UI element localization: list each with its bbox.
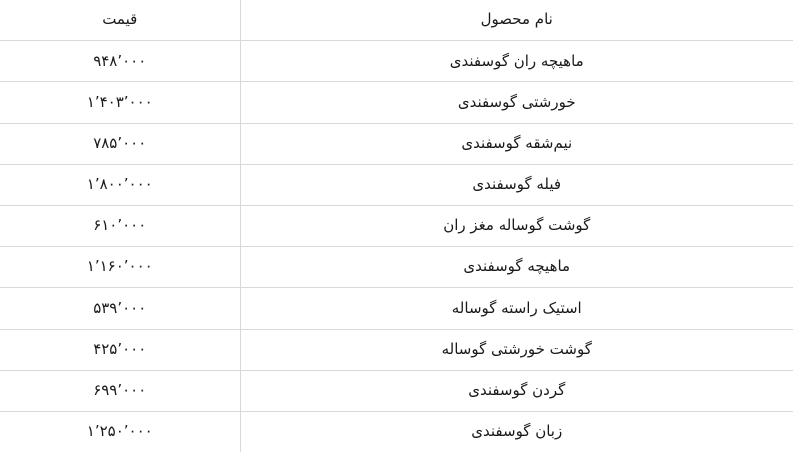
product-name-cell: استیک راسته گوساله	[240, 288, 793, 329]
product-price-cell: ۶۱۰٬۰۰۰	[0, 205, 240, 246]
table-row	[0, 82, 793, 123]
product-name-cell: زبان گوسفندی	[240, 411, 793, 452]
product-name-cell: گوشت خورشتی گوساله	[240, 329, 793, 370]
table-row	[0, 164, 793, 205]
product-price-cell: ۱٬۲۵۰٬۰۰۰	[0, 411, 240, 452]
product-price-cell: ۷۸۵٬۰۰۰	[0, 123, 240, 164]
table-row	[0, 247, 793, 288]
table-row	[0, 411, 793, 452]
column-header-price: قیمت	[0, 0, 240, 41]
product-name-cell: ماهیچه گوسفندی	[240, 247, 793, 288]
column-header-product-name: نام محصول	[240, 0, 793, 41]
table-row	[0, 329, 793, 370]
product-name-cell: نیم‌شقه گوسفندی	[240, 123, 793, 164]
product-price-cell: ۱٬۴۰۳٬۰۰۰	[0, 82, 240, 123]
product-price-cell: ۶۹۹٬۰۰۰	[0, 370, 240, 411]
table-row	[0, 41, 793, 82]
table-header	[0, 0, 793, 41]
table-header-row	[0, 0, 793, 41]
product-price-cell: ۹۴۸٬۰۰۰	[0, 41, 240, 82]
table-row	[0, 205, 793, 246]
product-price-cell: ۱٬۱۶۰٬۰۰۰	[0, 247, 240, 288]
product-price-cell: ۴۲۵٬۰۰۰	[0, 329, 240, 370]
product-name-cell: خورشتی گوسفندی	[240, 82, 793, 123]
product-name-cell: فیله گوسفندی	[240, 164, 793, 205]
table-row	[0, 370, 793, 411]
product-name-cell: گردن گوسفندی	[240, 370, 793, 411]
product-price-cell: ۱٬۸۰۰٬۰۰۰	[0, 164, 240, 205]
table-body	[0, 41, 793, 452]
product-price-cell: ۵۳۹٬۰۰۰	[0, 288, 240, 329]
table-row	[0, 123, 793, 164]
product-name-cell: ماهیچه ران گوسفندی	[240, 41, 793, 82]
product-name-cell: گوشت گوساله مغز ران	[240, 205, 793, 246]
table-row	[0, 288, 793, 329]
